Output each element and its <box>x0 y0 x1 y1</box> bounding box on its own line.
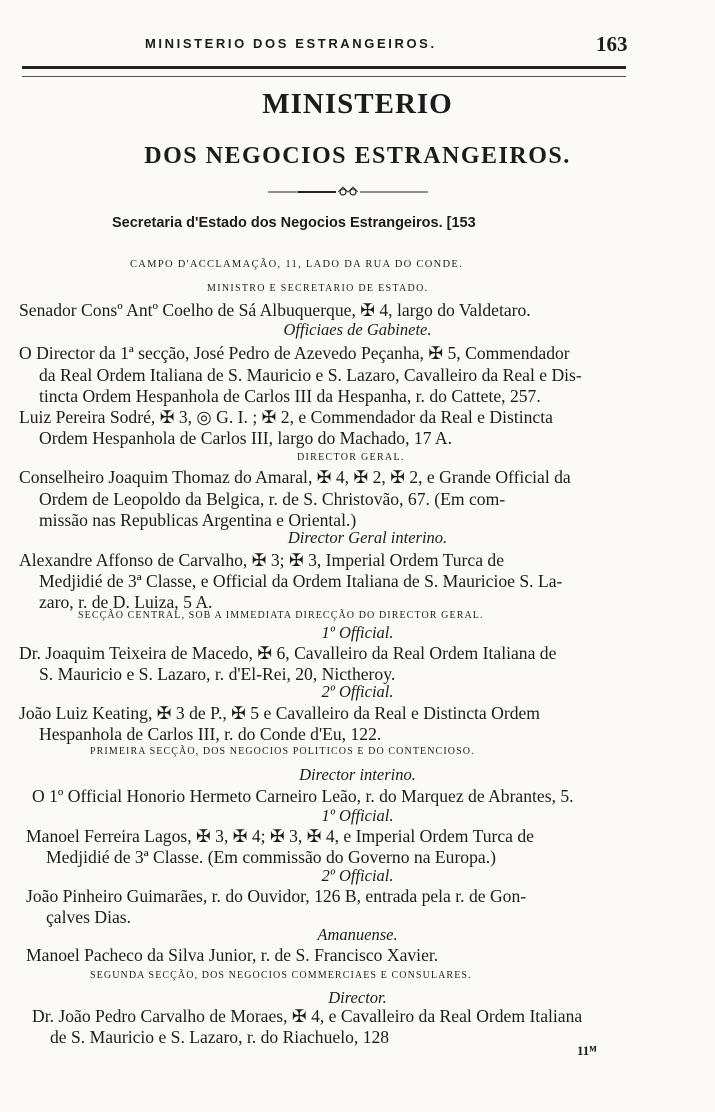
ornament-divider <box>268 185 428 199</box>
director-interino-line: Medjidié de 3ª Classe, e Official da Ordem Italiana de S. Mauricioe S. La- <box>39 571 563 591</box>
second-official-line: João Luiz Keating, ✠ 3 de P., ✠ 5 e Cavalleiro da Real e Distincta Ordem <box>19 703 540 723</box>
page-title: MINISTERIO <box>262 88 453 120</box>
director-geral-heading: DIRECTOR GERAL. <box>297 452 405 463</box>
gabinete-line: O Director da 1ª secção, José Pedro de Azevedo Peçanha, ✠ 5, Commendador <box>19 343 570 363</box>
director-interino-line: Alexandre Affonso de Carvalho, ✠ 3; ✠ 3, Imperial Ordem Turca de <box>19 550 505 570</box>
minister-heading: MINISTRO E SECRETARIO DE ESTADO. <box>207 283 429 294</box>
first-official2-heading: 1º Official. <box>321 806 394 825</box>
gabinete-line: Luiz Pereira Sodré, ✠ 3, ◎ G. I. ; ✠ 2, e Commendador da Real e Distincta <box>19 407 553 427</box>
gabinete-line: Ordem Hespanhola de Carlos III, largo do Machado, 17 A. <box>39 428 453 448</box>
primeira-seccao-heading: PRIMEIRA SECÇÃO, DOS NEGOCIOS POLITICOS E DO CONTENCIOSO. <box>90 746 475 757</box>
second-official2-line: João Pinheiro Guimarães, r. do Ouvidor, 126 B, entrada pela r. de Gon- <box>26 886 527 906</box>
secretaria-heading: Secretaria d'Estado dos Negocios Estrangeiros. [153 <box>112 215 476 231</box>
first-official-line: S. Mauricio e S. Lazaro, r. d'El-Rei, 20, Nictheroy. <box>39 664 396 684</box>
first-official-heading: 1º Official. <box>321 623 394 642</box>
running-head <box>0 32 715 60</box>
header-rule <box>22 66 626 77</box>
second-official-line: Hespanhola de Carlos III, r. do Conde d'Eu, 122. <box>39 724 382 744</box>
running-head-title: MINISTERIO DOS ESTRANGEIROS. <box>145 36 437 51</box>
gabinete-line: da Real Ordem Italiana de S. Mauricio e S. Lazaro, Cavalleiro da Real e Dis- <box>39 365 582 385</box>
director-geral-line: missão nas Republicas Argentina e Oriental.) <box>39 510 357 530</box>
first-official-line: Dr. Joaquim Teixeira de Macedo, ✠ 6, Cavalleiro da Real Ordem Italiana de <box>19 643 557 663</box>
director-interino-line: zaro, r. de D. Luiza, 5 A. <box>39 592 213 612</box>
seccao-central-heading: SECÇÃO CENTRAL, SOB A IMMEDIATA DIRECÇÃO DO DIRECTOR GERAL. <box>78 610 484 621</box>
address-heading: CAMPO D'ACCLAMAÇÃO, 11, LADO DA RUA DO CONDE. <box>130 259 464 270</box>
second-official2-heading: 2º Official. <box>321 866 394 885</box>
page-number: 163 <box>596 32 628 56</box>
gabinete-heading: Officiaes de Gabinete. <box>283 320 432 339</box>
minister-line: Senador Consº Antº Coelho de Sá Albuquerque, ✠ 4, largo do Valdetaro. <box>19 300 531 320</box>
amanuense-line: Manoel Pacheco da Silva Junior, r. de S. Francisco Xavier. <box>26 945 439 965</box>
gabinete-line: tincta Ordem Hespanhola de Carlos III da Hespanha, r. do Cattete, 257. <box>39 386 541 406</box>
first-official2-line: Manoel Ferreira Lagos, ✠ 3, ✠ 4; ✠ 3, ✠ 4, e Imperial Ordem Turca de <box>26 826 534 846</box>
director-interino2-heading: Director interino. <box>299 765 416 784</box>
page-subtitle: DOS NEGOCIOS ESTRANGEIROS. <box>144 143 571 169</box>
segunda-seccao-heading: SEGUNDA SECÇÃO, DOS NEGOCIOS COMMERCIAES E CONSULARES. <box>90 970 472 981</box>
signature-mark: 11ᴹ <box>577 1043 597 1058</box>
amanuense-heading: Amanuense. <box>317 925 398 944</box>
director2-line: Dr. João Pedro Carvalho de Moraes, ✠ 4, e Cavalleiro da Real Ordem Italiana <box>32 1006 583 1026</box>
director-geral-line: Conselheiro Joaquim Thomaz do Amaral, ✠ 4, ✠ 2, ✠ 2, e Grande Official da <box>19 467 571 487</box>
second-official-heading: 2º Official. <box>321 682 394 701</box>
director-interino2-line: O 1º Official Honorio Hermeto Carneiro Leão, r. do Marquez de Abrantes, 5. <box>32 786 574 806</box>
director-interino-heading: Director Geral interino. <box>287 528 448 547</box>
first-official2-line: Medjidié de 3ª Classe. (Em commissão do Governo na Europa.) <box>46 847 496 867</box>
director2-heading: Director. <box>328 988 387 1007</box>
director2-line: de S. Mauricio e S. Lazaro, r. do Riachuelo, 128 <box>50 1027 390 1047</box>
director-geral-line: Ordem de Leopoldo da Belgica, r. de S. Christovão, 67. (Em com- <box>39 489 506 509</box>
second-official2-line: çalves Dias. <box>46 907 132 927</box>
